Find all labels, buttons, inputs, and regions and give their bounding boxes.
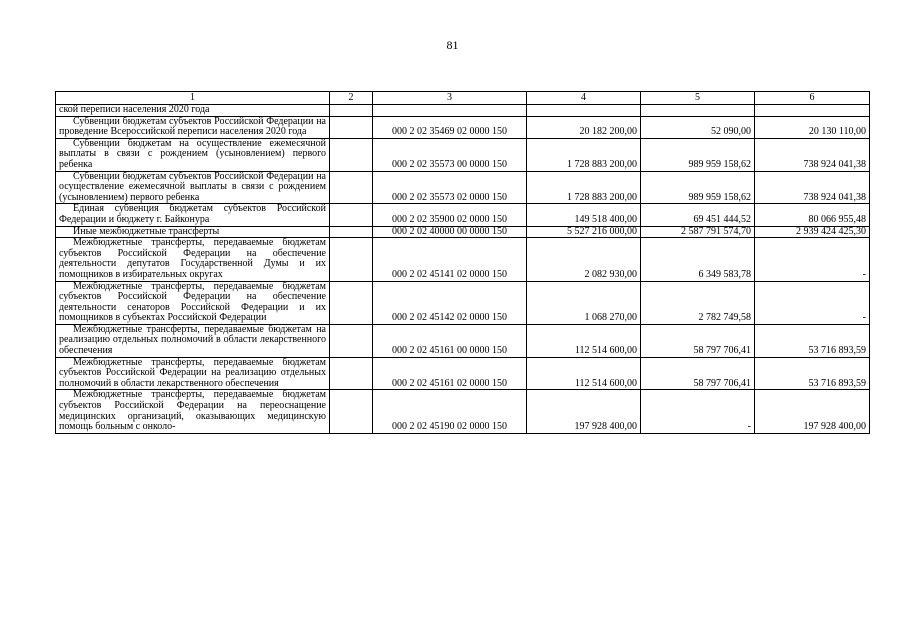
row-code: 000 2 02 35573 00 0000 150 [373, 138, 527, 171]
row-value-6: 738 924 041,38 [755, 171, 870, 204]
table-row [56, 238, 870, 281]
row-col2 [330, 238, 373, 281]
row-name: Межбюджетные трансферты, передаваемые бюджетам субъектов Российской Федерации на обеспечение деятельности депутатов Государственной Думы и их помощников в избирательных округах [56, 238, 330, 281]
row-code: 000 2 02 35573 02 0000 150 [373, 171, 527, 204]
row-code: 000 2 02 45142 02 0000 150 [373, 281, 527, 324]
row-code: 000 2 02 45161 00 0000 150 [373, 324, 527, 357]
table-row [56, 226, 870, 238]
row-value-6: 53 716 893,59 [755, 324, 870, 357]
table-row [56, 390, 870, 433]
table-row [56, 105, 870, 117]
row-value-5: 989 959 158,62 [641, 171, 755, 204]
row-value-4: 1 728 883 200,00 [527, 138, 641, 171]
row-value-4: 1 728 883 200,00 [527, 171, 641, 204]
header-col-4: 4 [527, 92, 641, 105]
row-value-6: 53 716 893,59 [755, 357, 870, 390]
row-col2 [330, 138, 373, 171]
row-value-4: 112 514 600,00 [527, 357, 641, 390]
budget-table [55, 91, 870, 434]
row-col2 [330, 281, 373, 324]
row-value-4: 149 518 400,00 [527, 204, 641, 226]
row-code: 000 2 02 45161 02 0000 150 [373, 357, 527, 390]
row-code: 000 2 02 35469 02 0000 150 [373, 116, 527, 138]
row-value-6: - [755, 238, 870, 281]
table-row [56, 357, 870, 390]
row-value-5: 2 587 791 574,70 [641, 226, 755, 238]
row-value-4: 5 527 216 000,00 [527, 226, 641, 238]
row-value-4 [527, 105, 641, 117]
row-col2 [330, 226, 373, 238]
row-value-5: 58 797 706,41 [641, 324, 755, 357]
header-col-6: 6 [755, 92, 870, 105]
row-col2 [330, 390, 373, 433]
row-name: Межбюджетные трансферты, передаваемые бюджетам субъектов Российской Федерации на переоснащение медицинских организаций, оказывающих медицинскую помощь больным с онколо- [56, 390, 330, 433]
row-value-5: 69 451 444,52 [641, 204, 755, 226]
header-col-2: 2 [330, 92, 373, 105]
table-row [56, 324, 870, 357]
table-row [56, 281, 870, 324]
row-code [373, 105, 527, 117]
row-value-6: 80 066 955,48 [755, 204, 870, 226]
row-name: Межбюджетные трансферты, передаваемые бюджетам субъектов Российской Федерации на реализацию отдельных полномочий в области лекарственного обеспечения [56, 357, 330, 390]
header-col-1: 1 [56, 92, 330, 105]
row-value-5: 2 782 749,58 [641, 281, 755, 324]
row-col2 [330, 324, 373, 357]
row-name: Субвенции бюджетам субъектов Российской Федерации на осуществление ежемесячной выплаты в связи с рождением (усыновлением) первого ребенка [56, 171, 330, 204]
row-name: Межбюджетные трансферты, передаваемые бюджетам субъектов Российской Федерации на обеспечение деятельности сенаторов Российской Федерации и их помощников в субъектах Российской Федерации [56, 281, 330, 324]
header-col-5: 5 [641, 92, 755, 105]
row-code: 000 2 02 45190 02 0000 150 [373, 390, 527, 433]
table-row [56, 138, 870, 171]
row-name: Субвенции бюджетам на осуществление ежемесячной выплаты в связи с рождением (усыновлением) первого ребенка [56, 138, 330, 171]
table-row [56, 204, 870, 226]
row-name: Иные межбюджетные трансферты [56, 226, 330, 238]
header-col-3: 3 [373, 92, 527, 105]
row-value-5: 58 797 706,41 [641, 357, 755, 390]
row-value-6 [755, 105, 870, 117]
row-value-4: 197 928 400,00 [527, 390, 641, 433]
table-row [56, 171, 870, 204]
row-col2 [330, 204, 373, 226]
row-value-6: - [755, 281, 870, 324]
row-name: Субвенции бюджетам субъектов Российской Федерации на проведение Всероссийской переписи населения 2020 года [56, 116, 330, 138]
row-value-5: 52 090,00 [641, 116, 755, 138]
row-code: 000 2 02 35900 02 0000 150 [373, 204, 527, 226]
row-value-4: 112 514 600,00 [527, 324, 641, 357]
row-code: 000 2 02 45141 02 0000 150 [373, 238, 527, 281]
row-name: Межбюджетные трансферты, передаваемые бюджетам на реализацию отдельных полномочий в области лекарственного обеспечения [56, 324, 330, 357]
row-value-5: 6 349 583,78 [641, 238, 755, 281]
row-name: Единая субвенция бюджетам субъектов Российской Федерации и бюджету г. Байконура [56, 204, 330, 226]
row-value-6: 20 130 110,00 [755, 116, 870, 138]
row-col2 [330, 116, 373, 138]
row-value-4: 20 182 200,00 [527, 116, 641, 138]
row-value-4: 1 068 270,00 [527, 281, 641, 324]
row-value-6: 2 939 424 425,30 [755, 226, 870, 238]
row-code: 000 2 02 40000 00 0000 150 [373, 226, 527, 238]
row-col2 [330, 105, 373, 117]
page-number: 81 [446, 38, 459, 52]
row-col2 [330, 171, 373, 204]
row-name: ской переписи населения 2020 года [56, 105, 330, 117]
row-value-4: 2 082 930,00 [527, 238, 641, 281]
row-value-5: 989 959 158,62 [641, 138, 755, 171]
table-row [56, 116, 870, 138]
row-value-6: 197 928 400,00 [755, 390, 870, 433]
row-col2 [330, 357, 373, 390]
row-value-5: - [641, 390, 755, 433]
row-value-5 [641, 105, 755, 117]
header-row [56, 92, 870, 105]
row-value-6: 738 924 041,38 [755, 138, 870, 171]
